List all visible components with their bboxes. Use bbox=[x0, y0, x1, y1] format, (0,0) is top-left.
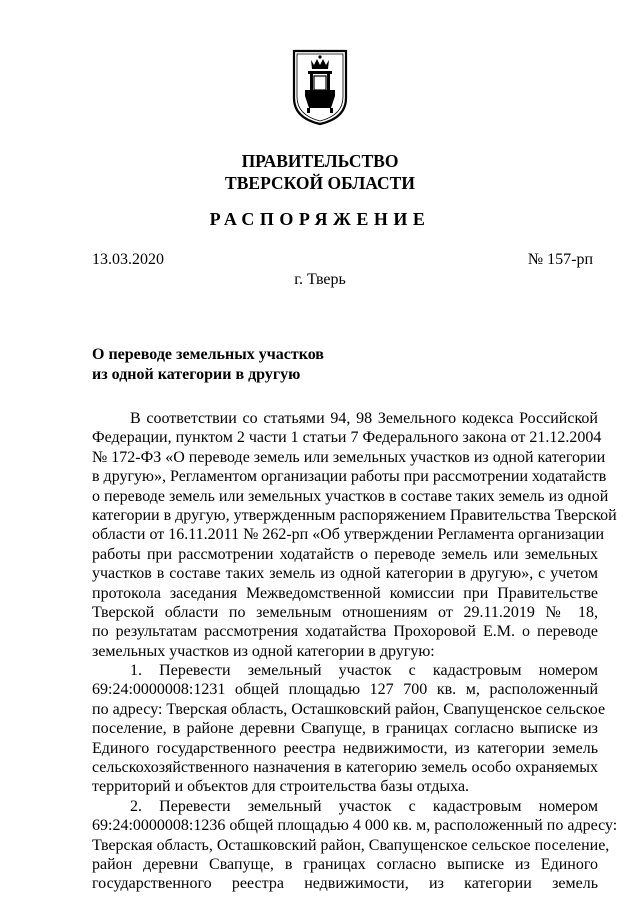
body-line: 69:24:0000008:1236 общей площадью 4 000 кв. м, расположенный по адресу: bbox=[92, 817, 618, 835]
subject-line1: О переводе земельных участков bbox=[92, 346, 324, 363]
body-line: 69:24:0000008:1231 общей площадью 127 700 кв. м, расположенный bbox=[92, 681, 598, 699]
body-line: 1. Перевести земельный участок с кадастровым номером bbox=[130, 662, 598, 680]
body-line: 2. Перевести земельный участок с кадастровым номером bbox=[130, 797, 598, 815]
subject-line2: из одной категории в другую bbox=[92, 366, 301, 383]
body-line: протокола заседания Межведомственной комиссии при Правительстве bbox=[92, 584, 598, 602]
document-number: № 157-рп bbox=[527, 251, 593, 268]
body-line: в другую», Регламентом организации работы при рассмотрении ходатайств bbox=[92, 468, 607, 486]
document-body bbox=[92, 409, 618, 894]
body-line: о переводе земель или земельных участков в составе таких земель из одной bbox=[92, 487, 609, 505]
document-date: 13.03.2020 bbox=[92, 251, 164, 268]
government-title-line2: ТВЕРСКОЙ ОБЛАСТИ bbox=[225, 173, 415, 193]
body-line: государственного реестра недвижимости, из категории земель bbox=[92, 875, 598, 893]
body-line: Тверская область, Осташковский район, Свапущенское сельское поселение, bbox=[92, 836, 610, 854]
body-line: земельных участков из одной категории в другую: bbox=[92, 642, 435, 660]
body-line: Единого государственного реестра недвижимости, из категории земель bbox=[92, 739, 598, 757]
body-line: № 172-ФЗ «О переводе земель или земельных участков из одной категории bbox=[92, 448, 606, 466]
tver-coat-of-arms-icon bbox=[291, 48, 349, 126]
body-line: участков в составе таких земель из одной категории в другую», с учетом bbox=[92, 565, 598, 583]
body-line: области от 16.11.2011 № 262-рп «Об утверждении Регламента организации bbox=[92, 526, 605, 544]
body-line: по результатам рассмотрения ходатайства Прохоровой Е.М. о переводе bbox=[92, 623, 598, 641]
body-line: поселение, в районе деревни Свапуще, в границах согласно выписке из bbox=[92, 720, 598, 738]
document-subject bbox=[92, 345, 324, 385]
body-line: работы при рассмотрении ходатайств о переводе земель или земельных bbox=[92, 545, 598, 563]
body-line: Тверской области по земельным отношениям от 29.11.2019 № 18, bbox=[92, 603, 598, 621]
body-line: по адресу: Тверская область, Осташковский район, Свапущенское сельское bbox=[92, 700, 606, 718]
document-city: г. Тверь bbox=[294, 271, 346, 288]
document-type: РАСПОРЯЖЕНИЕ bbox=[209, 209, 431, 229]
body-line: район деревни Свапуще, в границах согласно выписке из Единого bbox=[92, 855, 598, 873]
body-line: территорий и объектов для строительства базы отдыха. bbox=[92, 778, 470, 796]
body-line: В соответствии со статьями 94, 98 Земельного кодекса Российской bbox=[130, 410, 598, 427]
body-line: Федерации, пунктом 2 части 1 статьи 7 Федерального закона от 21.12.2004 bbox=[92, 429, 602, 447]
body-line: сельскохозяйственного назначения в категорию земель особо охраняемых bbox=[92, 759, 598, 777]
body-line: категории в другую, утвержденным распоряжением Правительства Тверской bbox=[92, 506, 617, 524]
government-title-line1: ПРАВИТЕЛЬСТВО bbox=[241, 151, 399, 171]
